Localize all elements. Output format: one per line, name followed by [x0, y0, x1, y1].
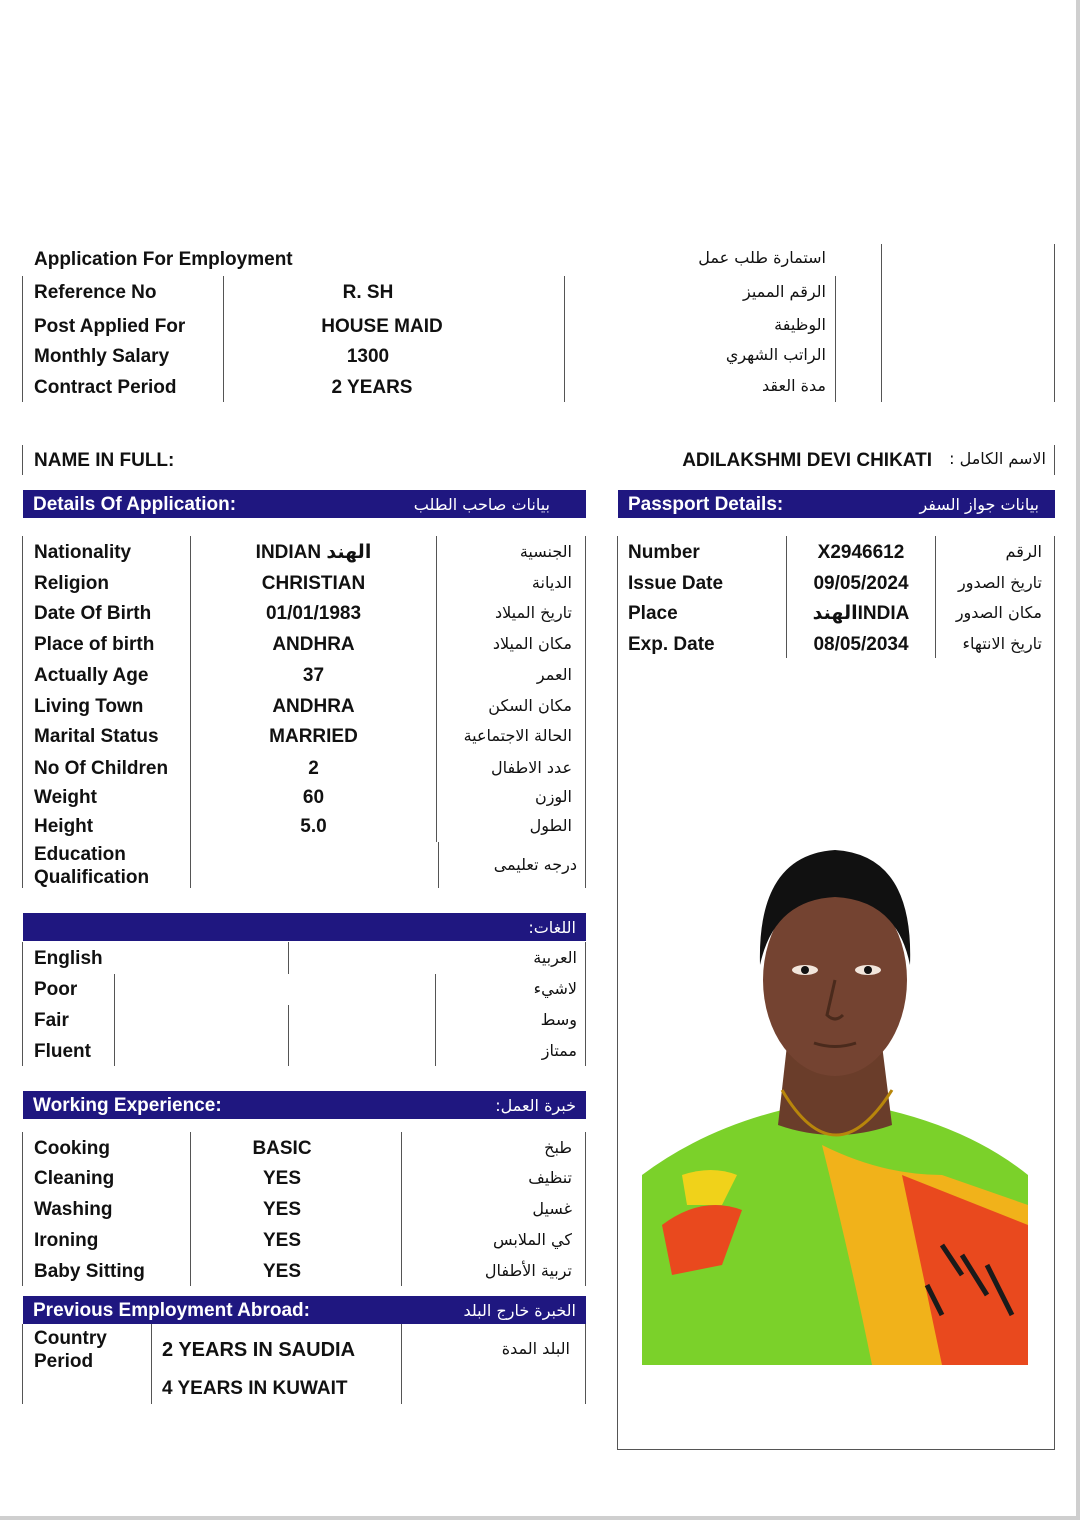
experience-value: BASIC [252, 1138, 312, 1159]
language-label: Fair [34, 1010, 69, 1031]
application-label-ar: الحالة الاجتماعية [463, 726, 572, 745]
prev-divider [585, 1324, 586, 1404]
previous-entry: 2 YEARS IN SAUDIA [162, 1339, 356, 1361]
form-divider [564, 276, 565, 402]
education-label-ar: درجه تعليمى [493, 855, 577, 874]
full-name-label-ar: الاسم الكامل : [949, 449, 1046, 468]
application-value: 01/01/1983 [265, 603, 362, 624]
lang-divider [22, 942, 23, 1066]
form-divider [835, 276, 836, 402]
app-divider [585, 536, 586, 888]
prev-divider [401, 1324, 402, 1404]
passport-label: Place [628, 603, 678, 624]
form-divider [1054, 244, 1055, 402]
exp-divider [22, 1132, 23, 1286]
form-label-ar: الوظيفة [774, 315, 826, 334]
experience-header-ar: خبرة العمل: [495, 1096, 576, 1115]
full-name-value: ADILAKSHMI DEVI CHIKATI [682, 450, 932, 471]
form-value: 2 YEARS [331, 377, 413, 398]
previous-header-bar [23, 1296, 586, 1324]
application-header-bar [23, 490, 586, 518]
app-divider [438, 842, 439, 888]
application-label-ar: الديانة [531, 573, 572, 592]
page-edge-right [1076, 0, 1080, 1520]
application-label: Date Of Birth [34, 603, 152, 624]
passport-value: 08/05/2034 [813, 634, 909, 655]
application-value: 5.0 [300, 816, 327, 837]
application-value: ANDHRA [272, 634, 355, 655]
language-label-ar: لاشيء [533, 979, 577, 998]
experience-label-ar: كي الملابس [492, 1230, 572, 1249]
application-header-ar: بيانات صاحب الطلب [413, 495, 550, 514]
passport-divider [1054, 536, 1055, 1450]
application-label-ar: الطول [529, 816, 572, 835]
application-value: 37 [302, 665, 325, 686]
experience-label-ar: غسيل [532, 1199, 572, 1218]
app-divider [436, 536, 437, 842]
form-label-ar: الرقم المميز [742, 282, 826, 301]
experience-header-bar [23, 1091, 586, 1119]
previous-label-ar: البلد المدة [501, 1339, 570, 1358]
passport-header-bar [618, 490, 1055, 518]
languages-header-bar [23, 913, 586, 941]
application-value: 2 [308, 758, 319, 779]
form-value: HOUSE MAID [321, 316, 443, 337]
education-label: Education [34, 844, 126, 865]
passport-label: Exp. Date [628, 634, 715, 655]
experience-value: YES [262, 1230, 302, 1251]
name-divider [22, 445, 23, 475]
passport-bottom-line [617, 1449, 1055, 1450]
lang-divider [435, 974, 436, 1066]
exp-divider [585, 1132, 586, 1286]
application-label: Place of birth [34, 634, 155, 655]
experience-label: Cleaning [34, 1168, 115, 1189]
full-name-label: NAME IN FULL: [34, 450, 175, 471]
form-label-ar: الراتب الشهري [725, 345, 826, 364]
experience-header: Working Experience: [33, 1095, 222, 1116]
period-label: Period [34, 1351, 94, 1372]
application-value: CHRISTIAN [261, 573, 366, 594]
previous-header-ar: الخبرة خارج البلد [463, 1301, 576, 1320]
application-label: Marital Status [34, 726, 159, 747]
application-value: MARRIED [269, 726, 358, 747]
application-label: Living Town [34, 696, 144, 717]
passport-value: 09/05/2024 [813, 573, 909, 594]
passport-label-ar: مكان الصدور [955, 603, 1042, 622]
passport-label-ar: تاريخ الانتهاء [962, 634, 1042, 653]
country-label: Country [34, 1328, 107, 1349]
application-label-ar: العمر [536, 665, 572, 684]
application-label-ar: مكان السكن [488, 696, 572, 715]
lang-divider [585, 942, 586, 1066]
experience-label: Baby Sitting [34, 1261, 145, 1282]
language-label: Fluent [34, 1041, 91, 1062]
experience-label: Washing [34, 1199, 113, 1220]
qualification-label: Qualification [34, 867, 150, 888]
form-label: Monthly Salary [34, 346, 170, 367]
passport-divider [935, 536, 936, 658]
passport-label-ar: تاريخ الصدور [958, 573, 1042, 592]
passport-header-ar: بيانات جواز السفر [919, 495, 1039, 514]
lang-divider [288, 942, 289, 974]
exp-divider [401, 1132, 402, 1286]
experience-value: YES [262, 1199, 302, 1220]
passport-label: Number [628, 542, 700, 563]
experience-label-ar: تنظيف [528, 1168, 572, 1187]
languages-header-ar: اللغات: [528, 918, 576, 937]
page-edge-bottom [0, 1516, 1080, 1520]
form-divider [22, 276, 23, 402]
application-value: 60 [302, 787, 325, 808]
form-value: R. SH [342, 282, 394, 303]
prev-divider [22, 1324, 23, 1404]
previous-entry: 4 YEARS IN KUWAIT [162, 1378, 348, 1399]
application-label: Nationality [34, 542, 132, 563]
experience-value: YES [262, 1168, 302, 1189]
application-label: Height [34, 816, 94, 837]
form-divider [881, 244, 882, 402]
passport-value: X2946612 [817, 542, 905, 563]
passport-value: الهندINDIA [812, 603, 910, 624]
application-header: Details Of Application: [33, 494, 237, 515]
language-label: Poor [34, 979, 78, 1000]
application-label-ar: تاريخ الميلاد [495, 603, 572, 622]
experience-label-ar: تربية الأطفال [484, 1261, 572, 1280]
language-label-ar: ممتاز [541, 1041, 577, 1060]
previous-header: Previous Employment Abroad: [33, 1300, 310, 1321]
form-title: Application For Employment [34, 249, 293, 270]
experience-label: Cooking [34, 1138, 110, 1159]
application-label: No Of Children [34, 758, 169, 779]
application-label-ar: مكان الميلاد [492, 634, 572, 653]
passport-label-ar: الرقم [1005, 542, 1042, 561]
application-label-ar: عدد الاطفال [490, 758, 572, 777]
application-label: Weight [34, 787, 97, 808]
form-label-ar: مدة العقد [762, 376, 826, 395]
application-label: Religion [34, 573, 109, 594]
application-value: ANDHRA [272, 696, 355, 717]
application-label-ar: الجنسية [519, 542, 572, 561]
language-label-ar: وسط [540, 1010, 577, 1029]
experience-label: Ironing [34, 1230, 99, 1251]
app-divider [22, 536, 23, 888]
form-label: Post Applied For [34, 316, 186, 337]
prev-divider [151, 1324, 152, 1404]
application-label: Actually Age [34, 665, 149, 686]
passport-header: Passport Details: [628, 494, 784, 515]
experience-value: YES [262, 1261, 302, 1282]
form-label: Contract Period [34, 377, 177, 398]
name-divider [1054, 445, 1055, 475]
applicant-photo [642, 845, 1028, 1365]
passport-label: Issue Date [628, 573, 724, 594]
language-label: English [34, 948, 103, 969]
lang-divider [288, 1005, 289, 1066]
application-label-ar: الوزن [534, 787, 572, 806]
application-value: INDIAN الهند [255, 542, 372, 563]
passport-divider [617, 536, 618, 1450]
form-title-ar: استمارة طلب عمل [698, 248, 826, 267]
form-value: 1300 [346, 346, 390, 367]
language-label-ar: العربية [533, 948, 577, 967]
experience-label-ar: طبخ [544, 1138, 572, 1157]
form-label: Reference No [34, 282, 157, 303]
lang-divider [114, 974, 115, 1066]
